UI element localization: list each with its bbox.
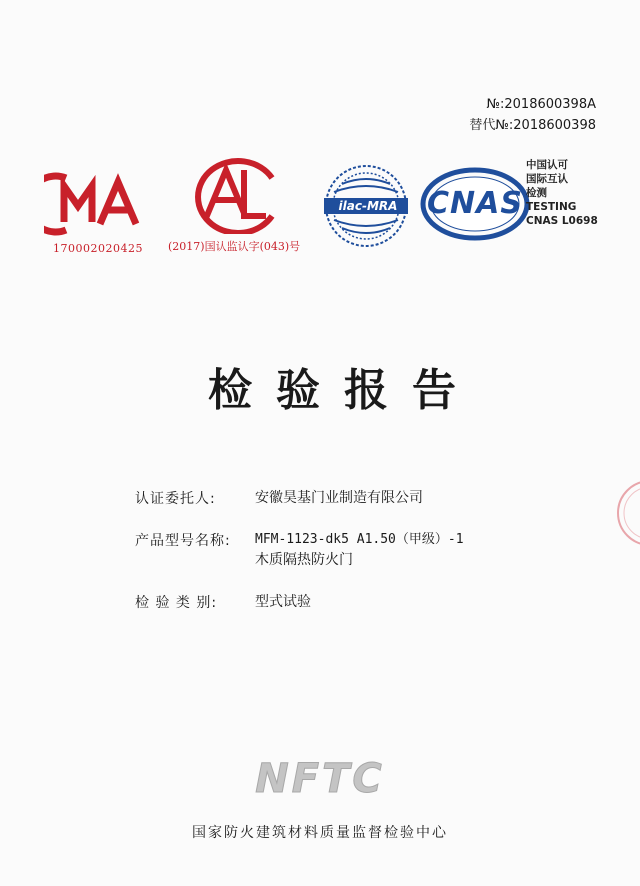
cnas-accreditation-text	[526, 158, 598, 228]
cma-logo	[44, 172, 152, 255]
product-value	[255, 530, 495, 570]
ilac-mra-logo	[318, 158, 414, 258]
nftc-label: NFTC	[255, 756, 385, 802]
organization-name: 国家防火建筑材料质量监督检验中心	[192, 825, 448, 841]
report-number-block	[469, 94, 596, 136]
cal-code: (2017)国认监认字(043)号	[168, 240, 301, 253]
product-model: MFM-1123-dk5 A1.50（甲级）-1	[255, 532, 464, 547]
inspection-label: 检 验 类 别:	[135, 595, 218, 611]
report-number: №:2018600398A	[486, 97, 596, 112]
product-field	[135, 530, 495, 570]
nftc-logo	[0, 756, 640, 802]
cal-logo	[168, 156, 301, 254]
cnas-line-2: 国际互认	[526, 173, 568, 185]
inspection-value: 型式试验	[255, 594, 311, 610]
ilac-label: ilac-MRA	[338, 199, 398, 213]
report-title: 检验报告	[208, 365, 480, 416]
cma-emblem-icon	[44, 172, 152, 236]
cal-emblem-icon	[168, 156, 288, 234]
inspection-field	[135, 592, 495, 612]
cnas-line-3: 检测	[526, 187, 547, 199]
report-fields	[135, 488, 495, 634]
cnas-line-1: 中国认可	[526, 159, 568, 171]
red-seal-stamp-icon	[610, 478, 640, 548]
product-name: 木质隔热防火门	[255, 552, 353, 568]
cnas-logo	[420, 164, 530, 248]
product-label: 产品型号名称:	[135, 533, 231, 549]
cma-code: 170002020425	[53, 242, 143, 255]
cnas-line-5: CNAS L0698	[526, 215, 598, 227]
client-value: 安徽昊基门业制造有限公司	[255, 490, 423, 506]
client-label: 认证委托人:	[135, 491, 216, 507]
cnas-label: CNAS	[427, 186, 523, 221]
client-field	[135, 488, 495, 508]
replace-number: 替代№:2018600398	[469, 118, 596, 133]
cnas-line-4: TESTING	[526, 201, 577, 213]
